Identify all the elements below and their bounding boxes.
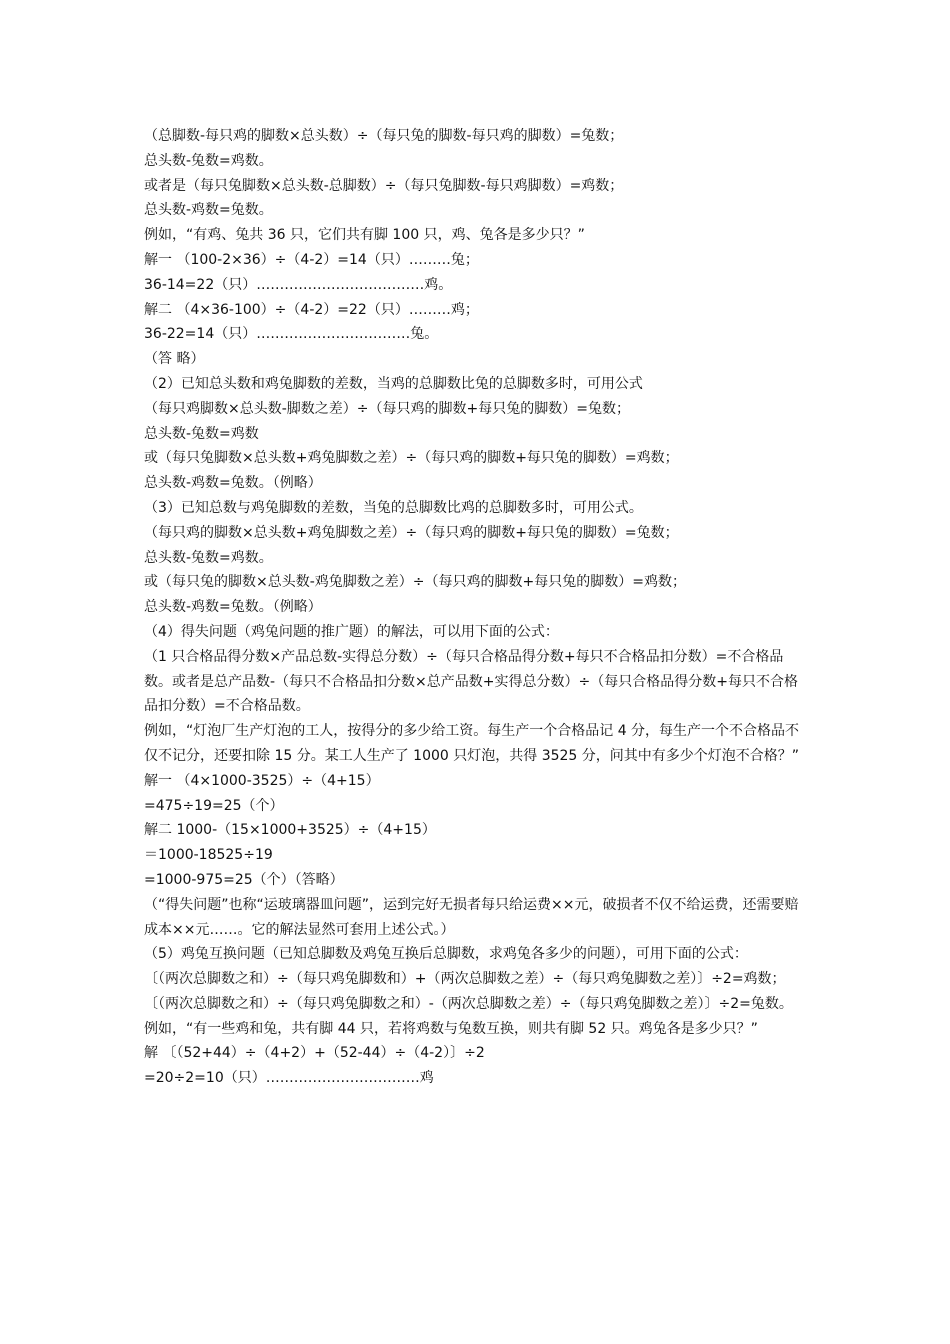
example-question-3: 例如，“有一些鸡和兔，共有脚 44 只，若将鸡数与兔数互换，则共有脚 52 只。鸡兔各是多少只？” (144, 1020, 758, 1037)
solution-4-step-3: =1000-975=25（个）（答略） (144, 871, 344, 888)
answer-omitted: （答 略） (144, 351, 205, 368)
section-3-formula-2: 总头数-兔数=鸡数。 (144, 549, 273, 566)
section-4-formula: （1 只合格品得分数×产品总数-实得总分数）÷（每只合格品得分数+每只不合格品扣分数）=不合格品数。或者是总产品数-（每只不合格品扣分数×总产品数+实得总分数）÷（每只合格品得分数+每只不合格品扣分数）=不合格品数。 (144, 648, 798, 715)
section-2-formula-4: 总头数-鸡数=兔数。（例略） (144, 475, 322, 492)
solution-2-step-1: 解二 （4×36-100）÷（4-2）=22（只）………鸡； (144, 301, 479, 318)
section-3-formula-1: （每只鸡的脚数×总头数+鸡兔脚数之差）÷（每只鸡的脚数+每只兔的脚数）=兔数； (144, 524, 679, 541)
text-line-4: 总头数-鸡数=兔数。 (144, 202, 273, 219)
section-2-formula-3: 或（每只兔脚数×总头数+鸡兔脚数之差）÷（每只鸡的脚数+每只兔的脚数）=鸡数； (144, 450, 679, 467)
text-line-3: 或者是（每只兔脚数×总头数-总脚数）÷（每只兔脚数-每只鸡脚数）=鸡数； (144, 177, 624, 194)
section-2-heading: （2）已知总头数和鸡兔脚数的差数，当鸡的总脚数比兔的总脚数多时，可用公式 (144, 375, 643, 392)
solution-2-step-2: 36-22=14（只）……………………………兔。 (144, 326, 439, 343)
section-3-heading: （3）已知总数与鸡兔脚数的差数，当兔的总脚数比鸡的总脚数多时，可用公式。 (144, 499, 643, 516)
section-5-formula-2: 〔（两次总脚数之和）÷（每只鸡兔脚数之和）-（两次总脚数之差）÷（每只鸡兔脚数之差）〕÷2=兔数。 (144, 995, 793, 1012)
text-line-1: （总脚数-每只鸡的脚数×总头数）÷（每只兔的脚数-每只鸡的脚数）=兔数； (144, 128, 624, 144)
solution-4-step-2: ＝1000-18525÷19 (144, 847, 273, 864)
solution-1-step-2: 36-14=22（只）………………………………鸡。 (144, 276, 453, 293)
solution-3-step-2: =475÷19=25（个） (144, 797, 284, 814)
example-question-2: 例如，“灯泡厂生产灯泡的工人，按得分的多少给工资。每生产一个合格品记 4 分，每生产一个不合格品不仅不记分，还要扣除 15 分。某工人生产了 1000 只灯泡，共得 3525 分，问其中有多少个灯泡不合格？” (144, 723, 800, 764)
section-4-heading: （4）得失问题（鸡兔问题的推广题）的解法，可以用下面的公式： (144, 623, 559, 640)
example-question-1: 例如，“有鸡、兔共 36 只，它们共有脚 100 只，鸡、兔各是多少只？” (144, 227, 585, 244)
section-5-heading: （5）鸡兔互换问题（已知总脚数及鸡兔互换后总脚数，求鸡兔各多少的问题），可用下面的公式： (144, 946, 748, 963)
solution-4-step-1: 解二 1000-（15×1000+3525）÷（4+15） (144, 822, 436, 839)
section-2-formula-1: （每只鸡脚数×总头数-脚数之差）÷（每只鸡的脚数+每只兔的脚数）=兔数； (144, 400, 630, 417)
section-5-formula-1: 〔（两次总脚数之和）÷（每只鸡兔脚数和）+（两次总脚数之差）÷（每只鸡兔脚数之差）〕÷2=鸡数； (144, 971, 786, 988)
document-body (144, 124, 808, 1091)
section-2-formula-2: 总头数-兔数=鸡数 (144, 425, 259, 442)
section-3-formula-3: 或（每只兔的脚数×总头数-鸡兔脚数之差）÷（每只鸡的脚数+每只兔的脚数）=鸡数； (144, 574, 686, 591)
section-4-note: （“得失问题”也称“运玻璃器皿问题”，运到完好无损者每只给运费××元，破损者不仅不给运费，还需要赔成本××元……。它的解法显然可套用上述公式。） (144, 896, 799, 938)
solution-5-step-1: 解 〔（52+44）÷（4+2）+（52-44）÷（4-2）〕÷2 (144, 1045, 485, 1062)
section-3-formula-4: 总头数-鸡数=兔数。（例略） (144, 599, 322, 616)
text-line-2: 总头数-兔数=鸡数。 (144, 152, 273, 169)
solution-5-step-2: =20÷2=10（只）……………………………鸡 (144, 1070, 434, 1087)
solution-3-step-1: 解一 （4×1000-3525）÷（4+15） (144, 772, 380, 789)
solution-1-step-1: 解一 （100-2×36）÷（4-2）=14（只）………兔； (144, 251, 479, 268)
